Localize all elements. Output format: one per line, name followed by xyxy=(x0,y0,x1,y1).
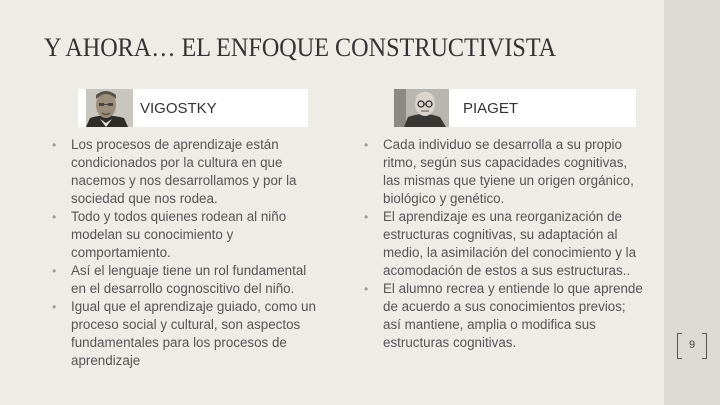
list-item: • Cada individuo se desarrolla a su propio ritmo, según sus capacidades cognitivas, las mismas que tyiene un origen orgánico, biológico y genético. xyxy=(364,136,646,208)
vigotsky-heading: VIGOSTKY xyxy=(140,100,217,117)
list-item: • Todo y todos quienes rodean al niño modelan su conocimiento y comportamiento. xyxy=(52,208,322,262)
piaget-portrait xyxy=(394,89,449,127)
piaget-header xyxy=(394,89,636,127)
list-item: • El aprendizaje es una reorganización de estructuras cognitivas, su adaptación al medio, la asimilación del conocimiento y la acomodación de estos a sus estructuras.. xyxy=(364,208,646,280)
piaget-bullet-list xyxy=(364,136,646,352)
list-item: • Los procesos de aprendizaje están condicionados por la cultura en que nacemos y nos desarrollamos y por la sociedad que nos rodea. xyxy=(52,136,322,208)
list-item: • Igual que el aprendizaje guiado, como un proceso social y cultural, son aspectos fundamentales para los procesos de aprendizaje xyxy=(52,298,322,370)
slide-title: Y AHORA… EL ENFOQUE CONSTRUCTIVISTA xyxy=(44,33,557,62)
list-item: • Así el lenguaje tiene un rol fundamental en el desarrollo cognoscitivo del niño. xyxy=(52,262,322,298)
page-number: 9 xyxy=(688,339,696,351)
vigotsky-header xyxy=(78,89,308,127)
right-bracket-icon xyxy=(702,333,707,359)
list-item: • El alumno recrea y entiende lo que aprende de acuerdo a sus conocimientos previos; así mantiene, amplia o modifica sus estructuras cognitivas. xyxy=(364,280,646,352)
vigotsky-bullet-list xyxy=(52,136,322,370)
page-number-badge xyxy=(673,333,713,361)
vigotsky-portrait xyxy=(78,89,133,127)
piaget-heading: PIAGET xyxy=(463,100,519,117)
